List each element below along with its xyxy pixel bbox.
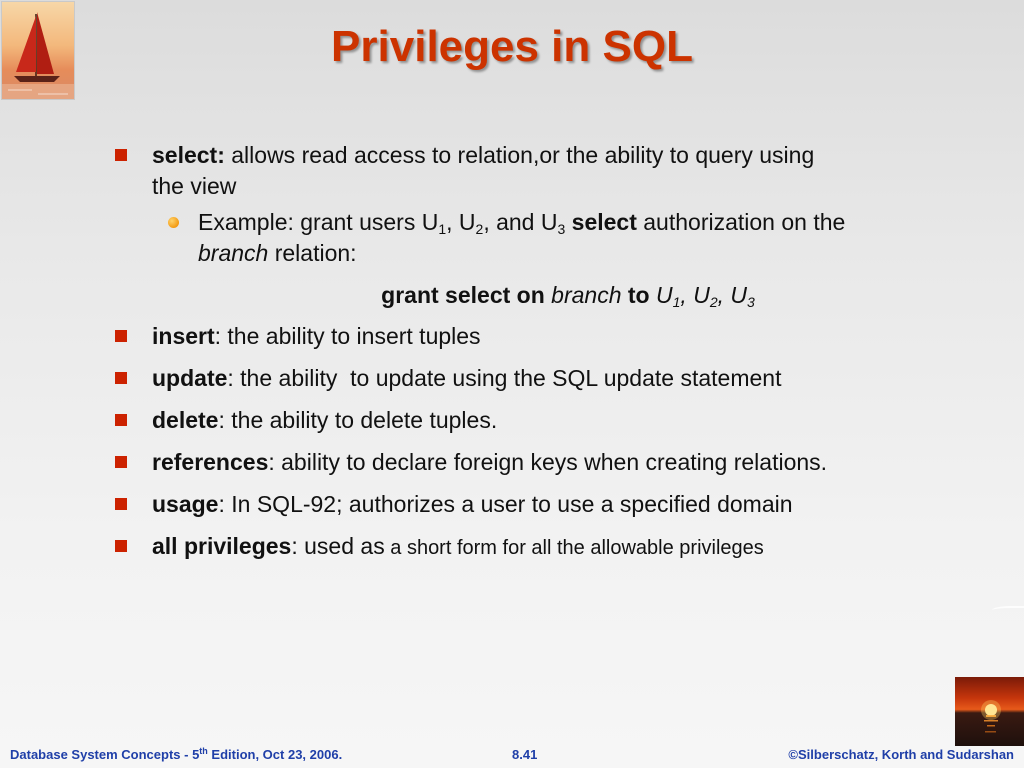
term-usage: usage [152, 491, 219, 517]
bullet-list [112, 140, 932, 564]
example-text: authorization on the [636, 209, 846, 235]
statement-keyword: grant select on [381, 282, 545, 308]
term-delete: delete [152, 407, 219, 433]
references-text: : ability to declare foreign keys when creating relations. [268, 449, 828, 475]
separator: , [680, 282, 694, 308]
subscript: 1 [438, 221, 447, 237]
update-text: : the ability to update using the SQL update statement [227, 365, 782, 391]
all-privileges-text: : used as [291, 533, 385, 559]
square-bullet-icon [115, 330, 127, 342]
subscript: 2 [709, 294, 718, 310]
usage-text: : In SQL-92; authorizes a user to use a specified domain [218, 491, 793, 517]
list-item-insert [112, 321, 932, 352]
statement-user: U [656, 282, 673, 308]
subscript: 1 [672, 294, 681, 310]
sunset-icon [955, 677, 1024, 746]
all-privileges-small-text: a short form for all the allowable privileges [384, 537, 764, 559]
list-item-references [112, 447, 932, 478]
subscript: 3 [557, 221, 566, 237]
square-bullet-icon [115, 540, 127, 552]
decorative-swoosh [992, 606, 1024, 613]
term-update: update [152, 365, 228, 391]
term-all-privileges: all privileges [152, 533, 292, 559]
subscript: 2 [475, 221, 484, 237]
term-select: select: [152, 142, 225, 168]
term-references: references [152, 449, 269, 475]
footer-text: Database System Concepts - 5 [10, 747, 200, 762]
list-item-delete [112, 405, 932, 436]
example-text: , and U [483, 209, 558, 235]
page-title: Privileges in SQL [331, 22, 693, 71]
footer-text: Edition, Oct 23, 2006. [207, 747, 343, 762]
square-bullet-icon [115, 498, 127, 510]
footer-book-title [10, 747, 342, 762]
select-text: allows read access to relation,or the ability to query using [224, 142, 815, 168]
example-text: , U [446, 209, 476, 235]
list-item-all-privileges [112, 531, 932, 564]
separator: , [717, 282, 731, 308]
example-text: Example: grant users U [198, 209, 439, 235]
page-number: 8.41 [512, 747, 538, 762]
list-item-update [112, 363, 932, 394]
sub-item-example [112, 207, 932, 269]
statement-table: branch [551, 282, 622, 308]
statement-user: U [730, 282, 748, 308]
square-bullet-icon [115, 372, 127, 384]
square-bullet-icon [115, 414, 127, 426]
subscript: 3 [747, 294, 755, 310]
list-item-select [112, 140, 932, 202]
footer-superscript: th [199, 746, 208, 756]
relation-name: branch [198, 240, 269, 266]
footer [0, 744, 1024, 768]
example-keyword: select [571, 209, 637, 235]
statement-user: U [693, 282, 710, 308]
square-bullet-icon [115, 149, 127, 161]
select-text-cont: the view [152, 173, 237, 199]
term-insert: insert [152, 323, 215, 349]
insert-text: : the ability to insert tuples [214, 323, 481, 349]
statement-keyword: to [627, 282, 650, 308]
round-bullet-icon [168, 217, 179, 228]
grant-statement [112, 280, 932, 311]
list-item-usage [112, 489, 932, 520]
delete-text: : the ability to delete tuples. [218, 407, 498, 433]
square-bullet-icon [115, 456, 127, 468]
footer-copyright: ©Silberschatz, Korth and Sudarshan [788, 747, 1014, 762]
example-text: relation: [268, 240, 357, 266]
